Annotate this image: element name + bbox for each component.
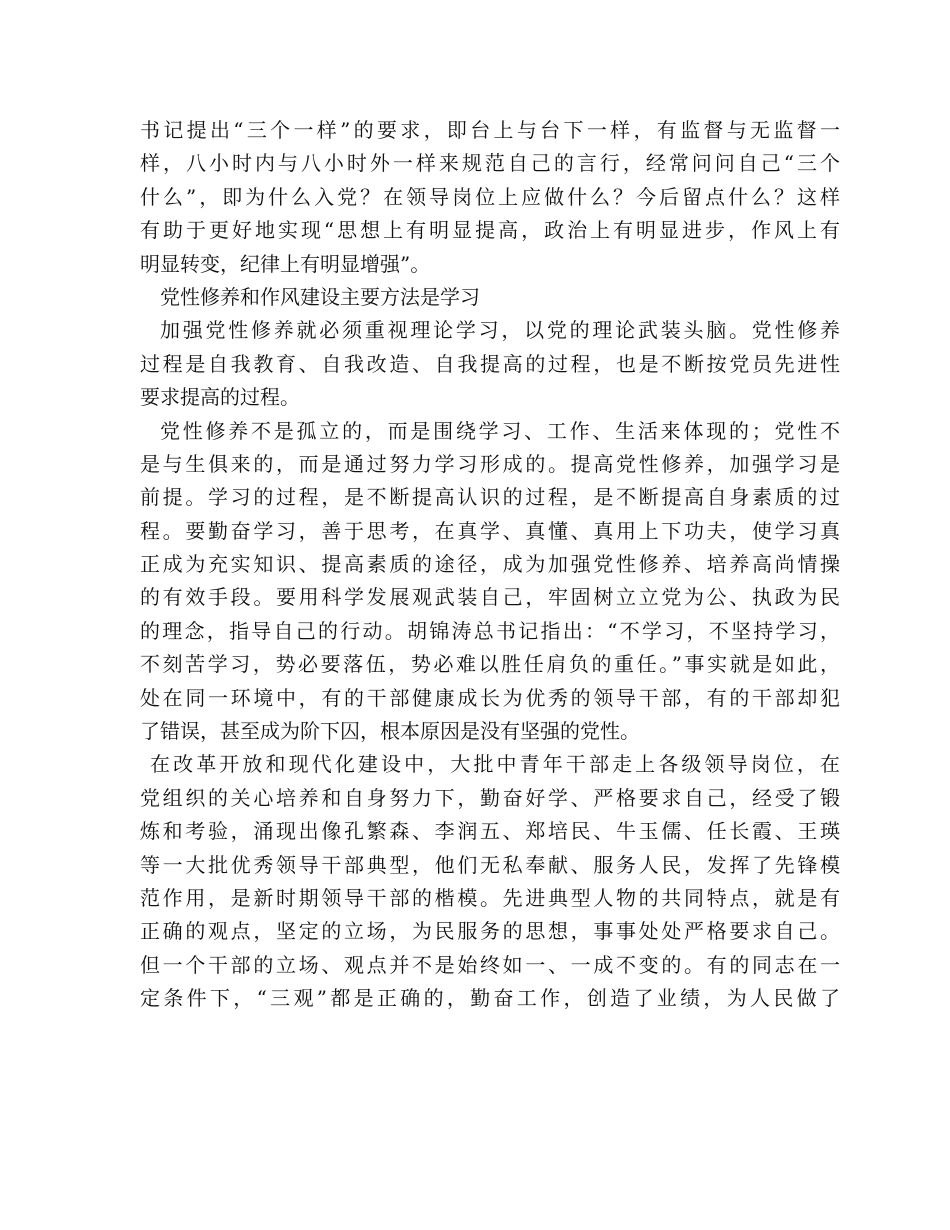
text-line: 的有效手段。要用科学发展观武装自己，牢固树立立党为公、执政为民 <box>140 585 840 610</box>
text-line: 明显转变，纪律上有明显增强”。 <box>140 251 431 276</box>
text-line: 范作用，是新时期领导干部的楷模。先进典型人物的共同特点，就是有 <box>140 885 840 910</box>
text-line: 在改革开放和现代化建设中，大批中青年干部走上各级领导岗位，在 <box>150 752 840 777</box>
text-line: 等一大批优秀领导干部典型，他们无私奉献、服务人民，发挥了先锋模 <box>140 852 840 877</box>
paragraph-1 <box>140 114 840 281</box>
text-line: 处在同一环境中，有的干部健康成长为优秀的领导干部，有的干部却犯 <box>140 685 840 710</box>
text-line: 但一个干部的立场、观点并不是始终如一、一成不变的。有的同志在一 <box>140 952 840 977</box>
document-body <box>140 114 840 1016</box>
text-line: 的理念，指导自己的行动。胡锦涛总书记指出：“不学习，不坚持学习， <box>140 618 840 643</box>
paragraph-4 <box>140 415 840 749</box>
text-line: 要求提高的过程。 <box>140 385 300 410</box>
text-line: 加强党性修养就必须重视理论学习，以党的理论武装头脑。党性修养 <box>160 318 840 343</box>
text-line: 什么”，即为什么入党？在领导岗位上应做什么？今后留点什么？这样 <box>140 184 840 209</box>
text-line: 是与生俱来的，而是通过努力学习形成的。提高党性修养，加强学习是 <box>140 451 840 476</box>
text-line: 党性修养不是孤立的，而是围绕学习、工作、生活来体现的；党性不 <box>160 418 840 443</box>
paragraph-5 <box>140 748 840 1015</box>
text-line: 党组织的关心培养和自身努力下，勤奋好学、严格要求自己，经受了锻 <box>140 785 840 810</box>
text-line: 书记提出“三个一样”的要求，即台上与台下一样，有监督与无监督一 <box>140 118 840 142</box>
text-line: 了错误，甚至成为阶下囚，根本原因是没有坚强的党性。 <box>140 719 640 744</box>
text-line: 前提。学习的过程，是不断提高认识的过程，是不断提高自身素质的过 <box>140 485 840 510</box>
text-line: 样，八小时内与八小时外一样来规范自己的言行，经常问问自己“三个 <box>140 151 840 176</box>
paragraph-3 <box>140 314 840 414</box>
text-line: 有助于更好地实现“思想上有明显提高，政治上有明显进步，作风上有 <box>140 218 840 243</box>
text-line: 正确的观点，坚定的立场，为民服务的思想，事事处处严格要求自己。 <box>140 919 840 944</box>
text-line: 定条件下，“三观”都是正确的，勤奋工作，创造了业绩，为人民做了 <box>140 986 840 1011</box>
text-line: 过程是自我教育、自我改造、自我提高的过程，也是不断按党员先进性 <box>140 351 840 376</box>
text-line: 炼和考验，涌现出像孔繁森、李润五、郑培民、牛玉儒、任长霞、王瑛 <box>140 819 840 844</box>
text-line: 程。要勤奋学习，善于思考，在真学、真懂、真用上下功夫，使学习真 <box>140 518 840 543</box>
section-heading <box>140 281 840 314</box>
text-line: 正成为充实知识、提高素质的途径，成为加强党性修养、培养高尚情操 <box>140 552 840 577</box>
text-line: 不刻苦学习，势必要落伍，势必难以胜任肩负的重任。”事实就是如此， <box>140 652 840 677</box>
heading-line: 党性修养和作风建设主要方法是学习 <box>160 284 480 309</box>
